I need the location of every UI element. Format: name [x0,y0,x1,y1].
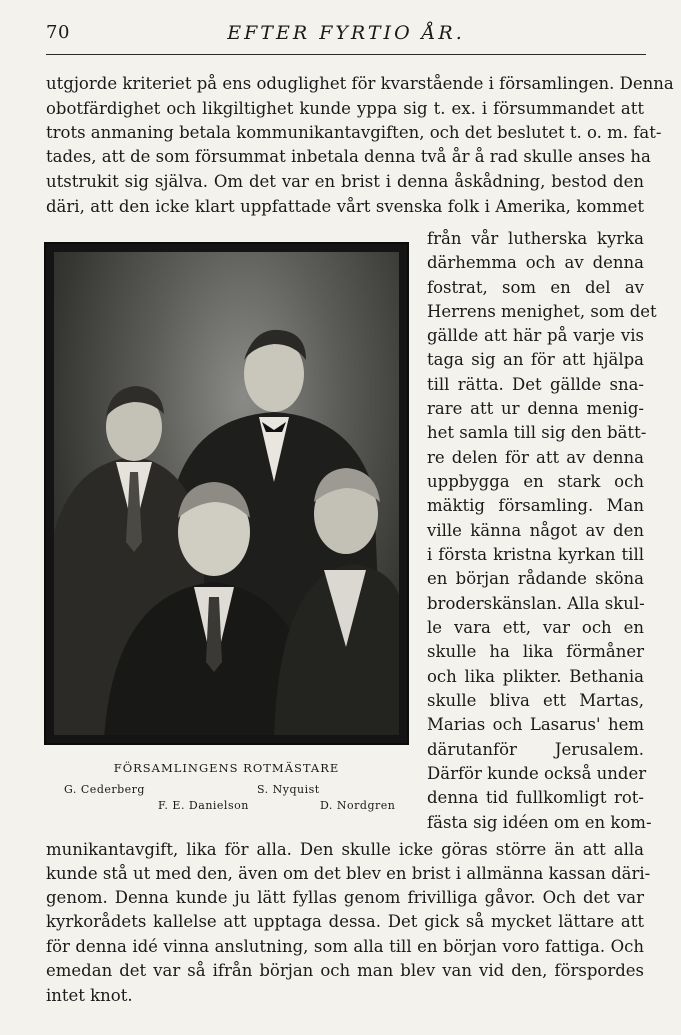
portrait-photograph [44,242,409,745]
body-line: Därför kunde också under [427,764,647,783]
body-line: utstrukit sig själva. Om det var en brist i denna åskådning, bestod den [46,172,644,191]
body-line: mäktig församling. Man [427,496,644,515]
page-header [46,22,646,52]
caption-name: S. Nyquist [257,783,320,796]
body-line: tades, att de som försummat inbetala denna två år å rad skulle anses ha [46,147,651,166]
caption-name: D. Nordgren [320,799,396,812]
body-line: därhemma och av denna [427,253,644,272]
body-line: fästa sig idéen om en kom- [427,813,652,832]
body-line: till rätta. Det gällde sna- [427,375,644,394]
group-portrait-illustration [54,252,399,735]
body-line: re delen för att av denna [427,448,644,467]
page-number: 70 [46,22,70,43]
body-line: kunde stå ut med den, även om det blev en brist i allmänna kassan däri- [46,864,651,883]
body-line: le vara ett, var och en [427,618,644,637]
body-line: skulle ha lika förmåner [427,642,644,661]
body-line: obotfärdighet och likgiltighet kunde yppa sig t. ex. i försummandet att [46,99,644,118]
body-line: uppbygga en stark och [427,472,644,491]
header-rule [46,54,646,55]
body-line: kyrkorådets kallelse att upptaga dessa. Det gick så mycket lättare att [46,912,644,931]
body-line: munikantavgift, lika för alla. Den skulle icke göras större än att alla [46,840,644,859]
body-line: och lika plikter. Bethania [427,667,644,686]
photo-image [54,252,399,735]
body-line: denna tid fullkomligt rot- [427,788,644,807]
body-line: för denna idé vinna anslutning, som alla till en början voro fattiga. Och [46,937,644,956]
photo-caption-title: FÖRSAMLINGENS ROTMÄSTARE [113,761,340,775]
body-line: utgjorde kriteriet på ens oduglighet för kvarstående i församlingen. Denna [46,74,674,93]
body-line: däri, att den icke klart uppfattade vårt svenska folk i Amerika, kommet [46,197,644,216]
body-line: genom. Denna kunde ju lätt fyllas genom frivilliga gåvor. Och det var [46,888,644,907]
body-line: rare att ur denna menig- [427,399,644,418]
body-line: taga sig an för att hjälpa [427,350,644,369]
body-line: het samla till sig den bätt- [427,423,647,442]
body-line: därutanför Jerusalem. [427,740,644,759]
body-line: ville känna något av den [427,521,644,540]
caption-name: F. E. Danielson [158,799,249,812]
body-line: i första kristna kyrkan till [427,545,644,564]
body-line: trots anmaning betala kommunikantavgiften, och det beslutet t. o. m. fat- [46,123,662,142]
body-line: skulle bliva ett Martas, [427,691,644,710]
body-line: gällde att här på varje vis [427,326,644,345]
caption-name: G. Cederberg [64,783,145,796]
body-line: fostrat, som en del av [427,278,644,297]
body-line: en början rådande sköna [427,569,644,588]
body-line: Herrens menighet, som det [427,302,657,321]
body-line: intet knot. [46,986,133,1005]
running-head: EFTER FYRTIO ÅR. [227,22,465,44]
body-line: från vår lutherska kyrka [427,229,644,248]
body-line: emedan det var så ifrån början och man blev van vid den, förspordes [46,961,644,980]
body-line: Marias och Lasarus' hem [427,715,644,734]
body-line: broderskänslan. Alla skul- [427,594,645,613]
